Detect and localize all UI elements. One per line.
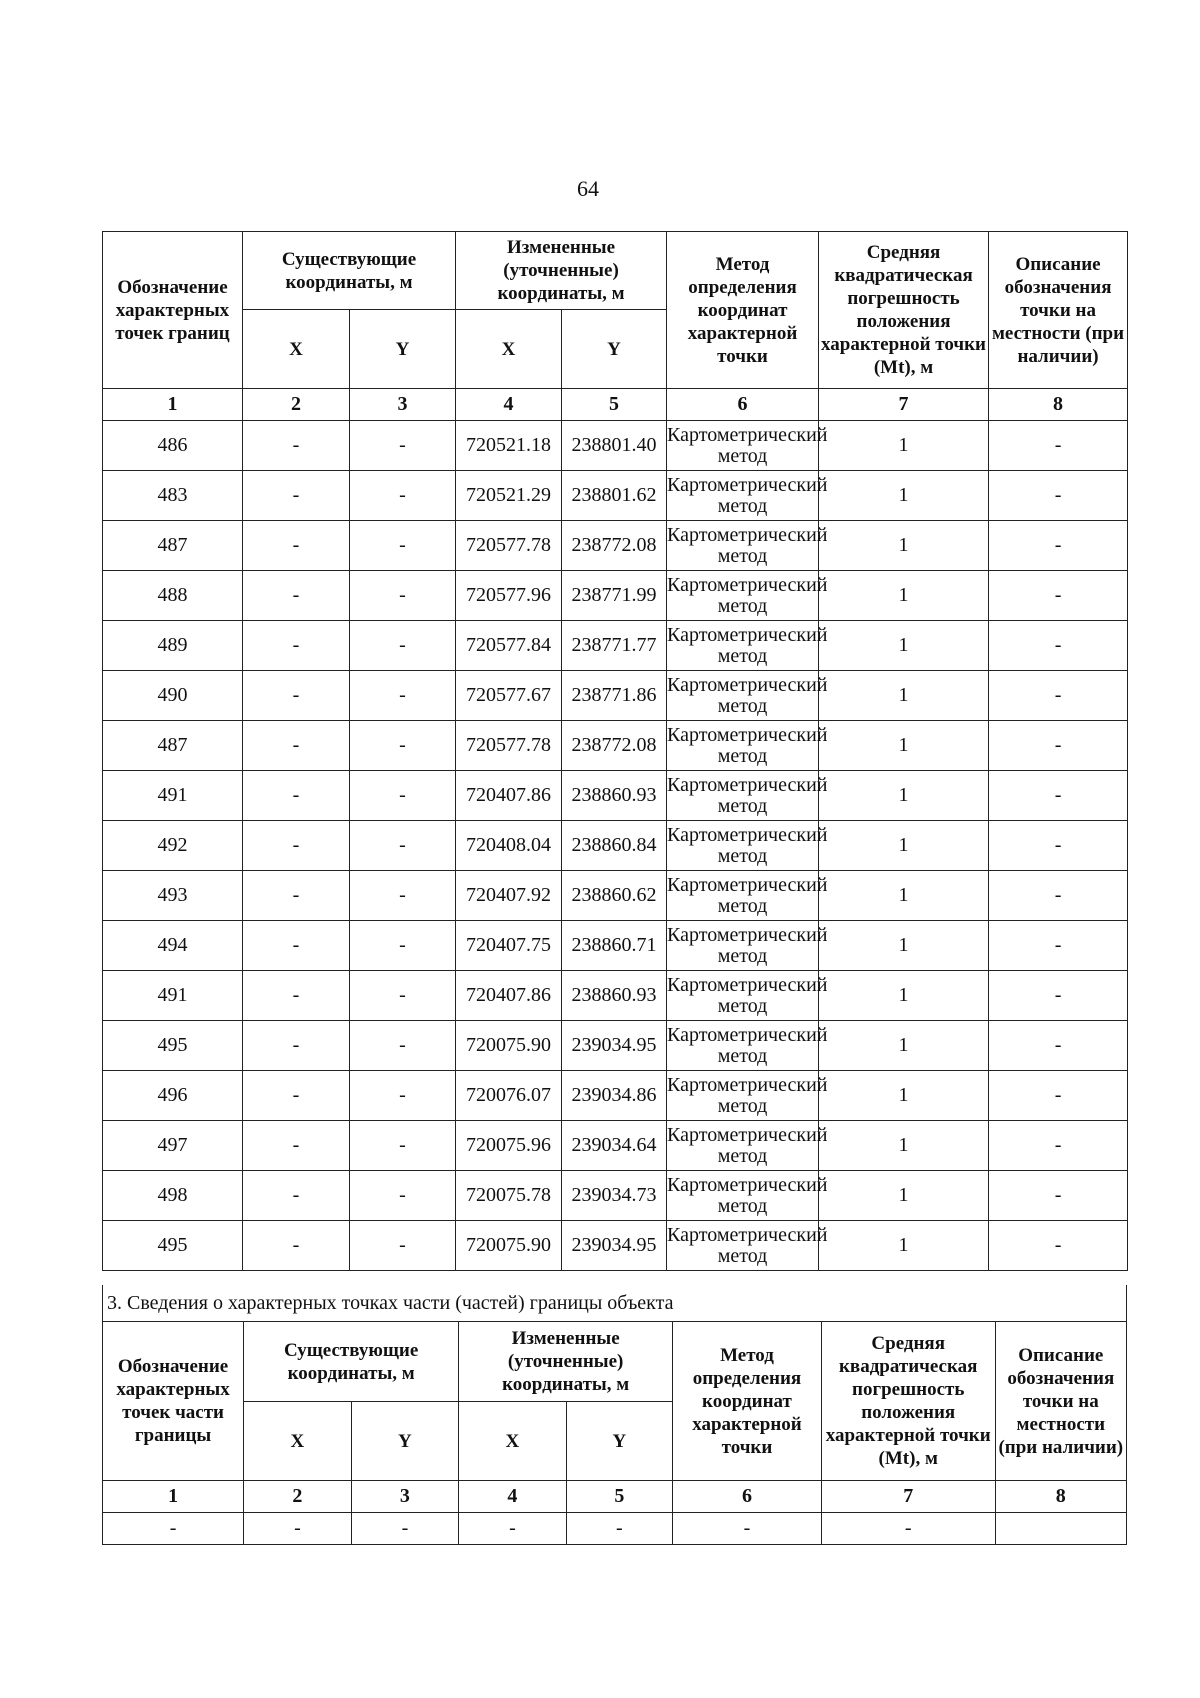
point-id-cell: 487 bbox=[103, 521, 243, 571]
method-cell: Картометрический метод bbox=[667, 821, 819, 871]
changed-y-cell: 238772.08 bbox=[562, 721, 667, 771]
method-cell: Картометрический метод bbox=[667, 771, 819, 821]
table-row bbox=[103, 421, 1128, 471]
changed-y-cell: 238860.71 bbox=[562, 921, 667, 971]
table-row bbox=[103, 1513, 1127, 1545]
method-cell: Картометрический метод bbox=[667, 871, 819, 921]
table-row bbox=[103, 1121, 1128, 1171]
column-number: 3 bbox=[351, 1481, 459, 1513]
column-number: 7 bbox=[819, 389, 989, 421]
header-existing-coords: Существующие координаты, м bbox=[244, 1322, 459, 1402]
existing-y-cell: - bbox=[350, 971, 456, 1021]
method-cell: Картометрический метод bbox=[667, 671, 819, 721]
point-id-cell: 491 bbox=[103, 771, 243, 821]
part-boundary-points-table bbox=[102, 1321, 1127, 1545]
mt-cell: 1 bbox=[819, 1171, 989, 1221]
column-number: 4 bbox=[456, 389, 562, 421]
changed-y-cell: 238860.84 bbox=[562, 821, 667, 871]
table-row bbox=[103, 821, 1128, 871]
description-cell: - bbox=[989, 1171, 1128, 1221]
table-row bbox=[103, 921, 1128, 971]
existing-y-cell: - bbox=[350, 621, 456, 671]
description-cell: - bbox=[989, 521, 1128, 571]
column-number: 5 bbox=[566, 1481, 672, 1513]
existing-y-cell: - bbox=[350, 821, 456, 871]
point-id-cell: 488 bbox=[103, 571, 243, 621]
mt-cell: 1 bbox=[819, 621, 989, 671]
changed-y-cell: 238801.62 bbox=[562, 471, 667, 521]
page-number: 64 bbox=[577, 176, 599, 201]
changed-x-cell: 720577.78 bbox=[456, 521, 562, 571]
existing-x-cell: - bbox=[243, 1171, 350, 1221]
mt-cell: 1 bbox=[819, 971, 989, 1021]
changed-x-cell: 720407.86 bbox=[456, 771, 562, 821]
header-existing-coords: Существующие координаты, м bbox=[243, 232, 456, 310]
table-row bbox=[103, 1171, 1128, 1221]
header-description: Описание обозначения точки на местности (при наличии) bbox=[995, 1322, 1126, 1481]
existing-x-cell: - bbox=[243, 421, 350, 471]
existing-x-cell: - bbox=[243, 471, 350, 521]
table-cell: - bbox=[459, 1513, 567, 1545]
existing-y-cell: - bbox=[350, 571, 456, 621]
existing-y-cell: - bbox=[350, 1171, 456, 1221]
method-cell: Картометрический метод bbox=[667, 721, 819, 771]
changed-y-cell: 238772.08 bbox=[562, 521, 667, 571]
description-cell: - bbox=[989, 921, 1128, 971]
table-cell: - bbox=[244, 1513, 352, 1545]
method-cell: Картометрический метод bbox=[667, 1021, 819, 1071]
changed-y-cell: 238860.62 bbox=[562, 871, 667, 921]
existing-y-cell: - bbox=[350, 671, 456, 721]
table-row bbox=[103, 621, 1128, 671]
point-id-cell: 490 bbox=[103, 671, 243, 721]
point-id-cell: 483 bbox=[103, 471, 243, 521]
mt-cell: 1 bbox=[819, 871, 989, 921]
existing-y-cell: - bbox=[350, 921, 456, 971]
existing-x-cell: - bbox=[243, 921, 350, 971]
changed-x-cell: 720577.78 bbox=[456, 721, 562, 771]
changed-x-cell: 720408.04 bbox=[456, 821, 562, 871]
column-number: 7 bbox=[821, 1481, 995, 1513]
point-id-cell: 492 bbox=[103, 821, 243, 871]
existing-x-cell: - bbox=[243, 1121, 350, 1171]
column-number: 1 bbox=[103, 1481, 244, 1513]
changed-x-cell: 720075.90 bbox=[456, 1021, 562, 1071]
changed-y-cell: 239034.73 bbox=[562, 1171, 667, 1221]
point-id-cell: 489 bbox=[103, 621, 243, 671]
changed-x-cell: 720075.96 bbox=[456, 1121, 562, 1171]
changed-x-cell: 720407.92 bbox=[456, 871, 562, 921]
column-number: 5 bbox=[562, 389, 667, 421]
column-number: 4 bbox=[459, 1481, 567, 1513]
existing-x-cell: - bbox=[243, 571, 350, 621]
method-cell: Картометрический метод bbox=[667, 921, 819, 971]
column-number-row bbox=[103, 389, 1128, 421]
existing-x-cell: - bbox=[243, 521, 350, 571]
mt-cell: 1 bbox=[819, 521, 989, 571]
point-id-cell: 487 bbox=[103, 721, 243, 771]
method-cell: Картометрический метод bbox=[667, 521, 819, 571]
header-description: Описание обозначения точки на местности (при наличии) bbox=[989, 232, 1128, 389]
table-row bbox=[103, 971, 1128, 1021]
table-row bbox=[103, 471, 1128, 521]
existing-x-cell: - bbox=[243, 871, 350, 921]
header-existing-y: Y bbox=[351, 1402, 459, 1481]
changed-x-cell: 720521.18 bbox=[456, 421, 562, 471]
method-cell: Картометрический метод bbox=[667, 1171, 819, 1221]
table-row bbox=[103, 571, 1128, 621]
header-existing-x: X bbox=[244, 1402, 352, 1481]
changed-x-cell: 720407.86 bbox=[456, 971, 562, 1021]
description-cell: - bbox=[989, 571, 1128, 621]
point-id-cell: 494 bbox=[103, 921, 243, 971]
point-id-cell: 498 bbox=[103, 1171, 243, 1221]
existing-y-cell: - bbox=[350, 771, 456, 821]
existing-y-cell: - bbox=[350, 1021, 456, 1071]
header-point-designation: Обозначение характерных точек части границы bbox=[103, 1322, 244, 1481]
table-row bbox=[103, 721, 1128, 771]
description-cell: - bbox=[989, 821, 1128, 871]
method-cell: Картометрический метод bbox=[667, 1121, 819, 1171]
table-cell bbox=[995, 1513, 1126, 1545]
table-row bbox=[103, 1021, 1128, 1071]
changed-x-cell: 720577.84 bbox=[456, 621, 562, 671]
column-number: 8 bbox=[995, 1481, 1126, 1513]
mt-cell: 1 bbox=[819, 1021, 989, 1071]
existing-x-cell: - bbox=[243, 971, 350, 1021]
point-id-cell: 486 bbox=[103, 421, 243, 471]
changed-x-cell: 720075.78 bbox=[456, 1171, 562, 1221]
header-method: Метод определения координат характерной точки bbox=[673, 1322, 822, 1481]
header-changed-y: Y bbox=[566, 1402, 672, 1481]
description-cell: - bbox=[989, 421, 1128, 471]
changed-x-cell: 720407.75 bbox=[456, 921, 562, 971]
description-cell: - bbox=[989, 1221, 1128, 1271]
changed-y-cell: 239034.64 bbox=[562, 1121, 667, 1171]
mt-cell: 1 bbox=[819, 421, 989, 471]
table-cell: - bbox=[566, 1513, 672, 1545]
changed-y-cell: 238801.40 bbox=[562, 421, 667, 471]
method-cell: Картометрический метод bbox=[667, 1071, 819, 1121]
section-3-title: 3. Сведения о характерных точках части (частей) границы объекта bbox=[102, 1285, 1127, 1321]
changed-x-cell: 720521.29 bbox=[456, 471, 562, 521]
header-changed-y: Y bbox=[562, 310, 667, 389]
header-rms-error: Средняя квадратическая погрешность положения характерной точки (Mt), м bbox=[819, 232, 989, 389]
mt-cell: 1 bbox=[819, 571, 989, 621]
existing-x-cell: - bbox=[243, 1021, 350, 1071]
table-cell: - bbox=[673, 1513, 822, 1545]
table-cell: - bbox=[351, 1513, 459, 1545]
changed-y-cell: 238771.86 bbox=[562, 671, 667, 721]
existing-y-cell: - bbox=[350, 1121, 456, 1171]
existing-y-cell: - bbox=[350, 721, 456, 771]
column-number: 3 bbox=[350, 389, 456, 421]
point-id-cell: 495 bbox=[103, 1021, 243, 1071]
existing-x-cell: - bbox=[243, 821, 350, 871]
point-id-cell: 497 bbox=[103, 1121, 243, 1171]
column-number: 6 bbox=[667, 389, 819, 421]
existing-x-cell: - bbox=[243, 671, 350, 721]
changed-x-cell: 720076.07 bbox=[456, 1071, 562, 1121]
table-row bbox=[103, 671, 1128, 721]
header-changed-coords: Измененные (уточненные) координаты, м bbox=[459, 1322, 673, 1402]
mt-cell: 1 bbox=[819, 671, 989, 721]
description-cell: - bbox=[989, 771, 1128, 821]
column-number-row bbox=[103, 1481, 1127, 1513]
mt-cell: 1 bbox=[819, 721, 989, 771]
changed-y-cell: 238860.93 bbox=[562, 971, 667, 1021]
boundary-points-table bbox=[102, 231, 1128, 1271]
mt-cell: 1 bbox=[819, 1071, 989, 1121]
description-cell: - bbox=[989, 1121, 1128, 1171]
method-cell: Картометрический метод bbox=[667, 421, 819, 471]
method-cell: Картометрический метод bbox=[667, 471, 819, 521]
column-number: 2 bbox=[244, 1481, 352, 1513]
existing-y-cell: - bbox=[350, 521, 456, 571]
existing-x-cell: - bbox=[243, 771, 350, 821]
existing-x-cell: - bbox=[243, 621, 350, 671]
point-id-cell: 495 bbox=[103, 1221, 243, 1271]
existing-x-cell: - bbox=[243, 721, 350, 771]
existing-y-cell: - bbox=[350, 1221, 456, 1271]
changed-y-cell: 238860.93 bbox=[562, 771, 667, 821]
table-row bbox=[103, 771, 1128, 821]
table-row bbox=[103, 871, 1128, 921]
table-row bbox=[103, 1071, 1128, 1121]
changed-y-cell: 239034.95 bbox=[562, 1221, 667, 1271]
point-id-cell: 491 bbox=[103, 971, 243, 1021]
table-cell: - bbox=[821, 1513, 995, 1545]
point-id-cell: 496 bbox=[103, 1071, 243, 1121]
description-cell: - bbox=[989, 871, 1128, 921]
mt-cell: 1 bbox=[819, 821, 989, 871]
method-cell: Картометрический метод bbox=[667, 971, 819, 1021]
column-number: 2 bbox=[243, 389, 350, 421]
existing-x-cell: - bbox=[243, 1221, 350, 1271]
header-changed-coords: Измененные (уточненные) координаты, м bbox=[456, 232, 667, 310]
method-cell: Картометрический метод bbox=[667, 571, 819, 621]
description-cell: - bbox=[989, 471, 1128, 521]
header-existing-x: X bbox=[243, 310, 350, 389]
header-rms-error: Средняя квадратическая погрешность положения характерной точки (Mt), м bbox=[821, 1322, 995, 1481]
header-changed-x: X bbox=[456, 310, 562, 389]
mt-cell: 1 bbox=[819, 771, 989, 821]
description-cell: - bbox=[989, 1021, 1128, 1071]
header-method: Метод определения координат характерной точки bbox=[667, 232, 819, 389]
existing-y-cell: - bbox=[350, 1071, 456, 1121]
existing-y-cell: - bbox=[350, 871, 456, 921]
table-cell: - bbox=[103, 1513, 244, 1545]
mt-cell: 1 bbox=[819, 1221, 989, 1271]
existing-y-cell: - bbox=[350, 421, 456, 471]
header-existing-y: Y bbox=[350, 310, 456, 389]
table-row bbox=[103, 521, 1128, 571]
changed-y-cell: 238771.77 bbox=[562, 621, 667, 671]
changed-x-cell: 720577.96 bbox=[456, 571, 562, 621]
column-number: 8 bbox=[989, 389, 1128, 421]
existing-x-cell: - bbox=[243, 1071, 350, 1121]
changed-y-cell: 239034.86 bbox=[562, 1071, 667, 1121]
description-cell: - bbox=[989, 1071, 1128, 1121]
changed-y-cell: 239034.95 bbox=[562, 1021, 667, 1071]
mt-cell: 1 bbox=[819, 471, 989, 521]
changed-x-cell: 720075.90 bbox=[456, 1221, 562, 1271]
column-number: 6 bbox=[673, 1481, 822, 1513]
description-cell: - bbox=[989, 671, 1128, 721]
changed-y-cell: 238771.99 bbox=[562, 571, 667, 621]
header-point-designation: Обозначение характерных точек границ bbox=[103, 232, 243, 389]
description-cell: - bbox=[989, 721, 1128, 771]
method-cell: Картометрический метод bbox=[667, 621, 819, 671]
description-cell: - bbox=[989, 971, 1128, 1021]
description-cell: - bbox=[989, 621, 1128, 671]
changed-x-cell: 720577.67 bbox=[456, 671, 562, 721]
method-cell: Картометрический метод bbox=[667, 1221, 819, 1271]
table-row bbox=[103, 1221, 1128, 1271]
mt-cell: 1 bbox=[819, 1121, 989, 1171]
mt-cell: 1 bbox=[819, 921, 989, 971]
header-changed-x: X bbox=[459, 1402, 567, 1481]
existing-y-cell: - bbox=[350, 471, 456, 521]
column-number: 1 bbox=[103, 389, 243, 421]
point-id-cell: 493 bbox=[103, 871, 243, 921]
